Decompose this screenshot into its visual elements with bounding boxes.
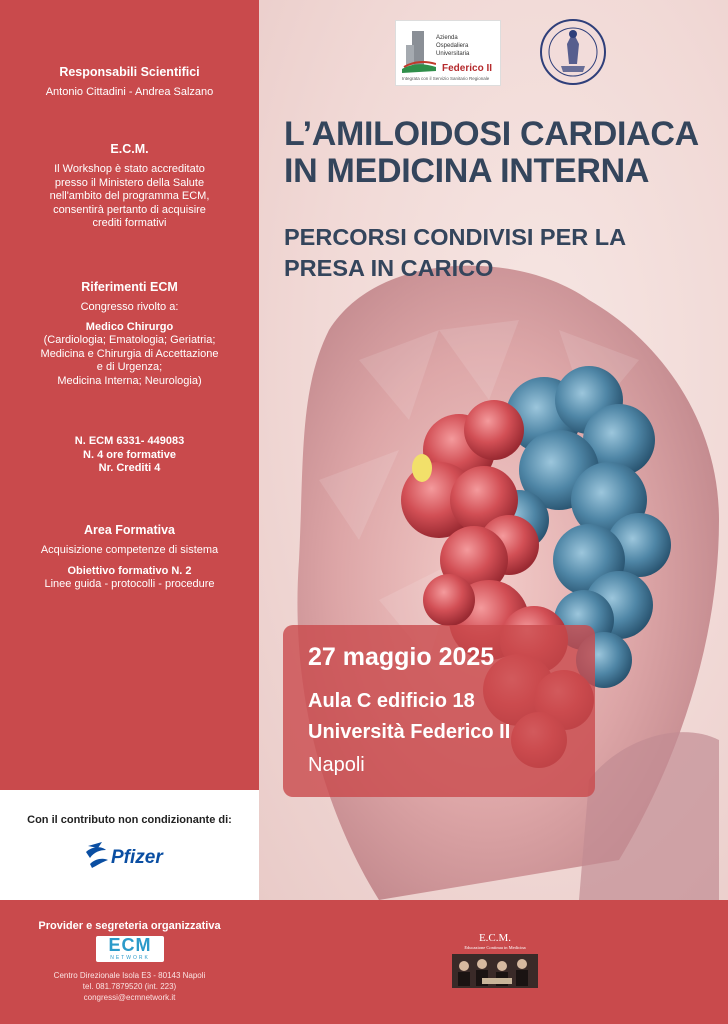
provider-address: Centro Direzionale Isola E3 - 80143 Napoli	[53, 971, 206, 980]
provider-label: Provider e segreteria organizzativa	[38, 920, 221, 932]
event-title-line: L’AMILOIDOSI CARDIACA	[284, 115, 699, 153]
doctors-engraving-icon	[452, 954, 538, 988]
event-subtitle-line: PRESA IN CARICO	[284, 255, 494, 281]
hospital-logo-name: Federico II	[442, 63, 493, 74]
venue-university: Università Federico II	[308, 721, 511, 743]
ecm-network-logo	[96, 936, 164, 962]
credits-count: Nr. Crediti 4	[98, 462, 161, 474]
ecm-text-line: consentirà pertanto di acquisire	[53, 203, 206, 216]
ecm-network-wordmark: ECM	[108, 935, 152, 955]
ecm-heading: E.C.M.	[110, 142, 149, 156]
provider-phone: tel. 081.7879520 (int. 223)	[82, 982, 177, 991]
specialty-line: e di Urgenza;	[96, 361, 163, 373]
ecm-code: N. ECM 6331- 449083	[74, 435, 185, 447]
event-subtitle	[284, 222, 684, 284]
ecm-text-line: Il Workshop è stato accreditato	[54, 163, 205, 175]
specialty-line: (Cardiologia; Ematologia; Geriatria;	[43, 334, 216, 346]
ecm-education-subtitle: Educazione Continua in Medicina	[464, 945, 526, 950]
hospital-logo-line: Universitaria	[436, 51, 470, 57]
venue-city: Napoli	[308, 754, 365, 776]
event-title-line: IN MEDICINA INTERNA	[284, 152, 650, 190]
objective-heading: Obiettivo formativo N. 2	[67, 564, 192, 577]
ecm-education-logo	[450, 922, 540, 994]
ecm-network-subtitle: NETWORK	[110, 955, 150, 961]
event-title	[284, 116, 714, 190]
ecm-references-heading: Riferimenti ECM	[81, 280, 178, 294]
pfizer-logo	[84, 838, 184, 872]
scientific-leads-names: Antonio Cittadini - Andrea Salzano	[45, 86, 214, 98]
training-hours: N. 4 ore formative	[83, 448, 176, 461]
footer	[0, 900, 728, 1024]
objective-text: Linee guida - protocolli - procedure	[44, 578, 215, 590]
scientific-leads-section	[0, 64, 259, 100]
ecm-codes-section	[0, 435, 259, 476]
provider-email: congressi@ecmnetwork.it	[83, 993, 176, 1002]
hero-panel	[259, 0, 728, 900]
date-venue-box	[283, 625, 595, 797]
sponsor-label: Con il contributo non condizionante di:	[27, 814, 232, 826]
info-sidebar	[0, 0, 259, 790]
hospital-logo-line: Azienda	[436, 35, 458, 41]
hospital-logo	[395, 20, 501, 86]
sponsor-section	[0, 790, 259, 900]
ecm-section	[0, 141, 259, 231]
scientific-leads-heading: Responsabili Scientifici	[59, 65, 200, 79]
hospital-logo-tagline: Integrata con il Servizio Sanitario Regionale	[402, 76, 490, 81]
venue-room: Aula C edificio 18	[308, 690, 475, 712]
university-seal-icon	[539, 18, 607, 86]
audience-target: Medico Chirurgo	[85, 320, 174, 333]
specialty-line: Medicina Interna; Neurologia)	[57, 374, 202, 387]
ecm-text-line: crediti formativi	[92, 217, 167, 229]
ecm-references-section	[0, 279, 259, 388]
training-area-text: Acquisizione competenze di sistema	[40, 544, 219, 556]
training-area-heading: Area Formativa	[83, 523, 175, 537]
hospital-building-icon	[402, 27, 436, 73]
event-subtitle-line: PERCORSI CONDIVISI PER LA	[284, 224, 627, 250]
ecm-education-title: E.C.M.	[478, 932, 512, 944]
training-area-section	[0, 522, 259, 592]
ecm-text-line: presso il Ministero della Salute	[54, 176, 205, 189]
specialty-line: Medicina e Chirurgia di Accettazione	[40, 347, 219, 360]
hospital-logo-line: Ospedaliera	[436, 43, 469, 49]
audience-intro: Congresso rivolto a:	[80, 301, 179, 313]
event-date: 27 maggio 2025	[308, 643, 495, 671]
pfizer-wordmark: Pfizer	[111, 847, 163, 868]
ecm-text-line: nell'ambito del programma ECM,	[49, 190, 210, 202]
